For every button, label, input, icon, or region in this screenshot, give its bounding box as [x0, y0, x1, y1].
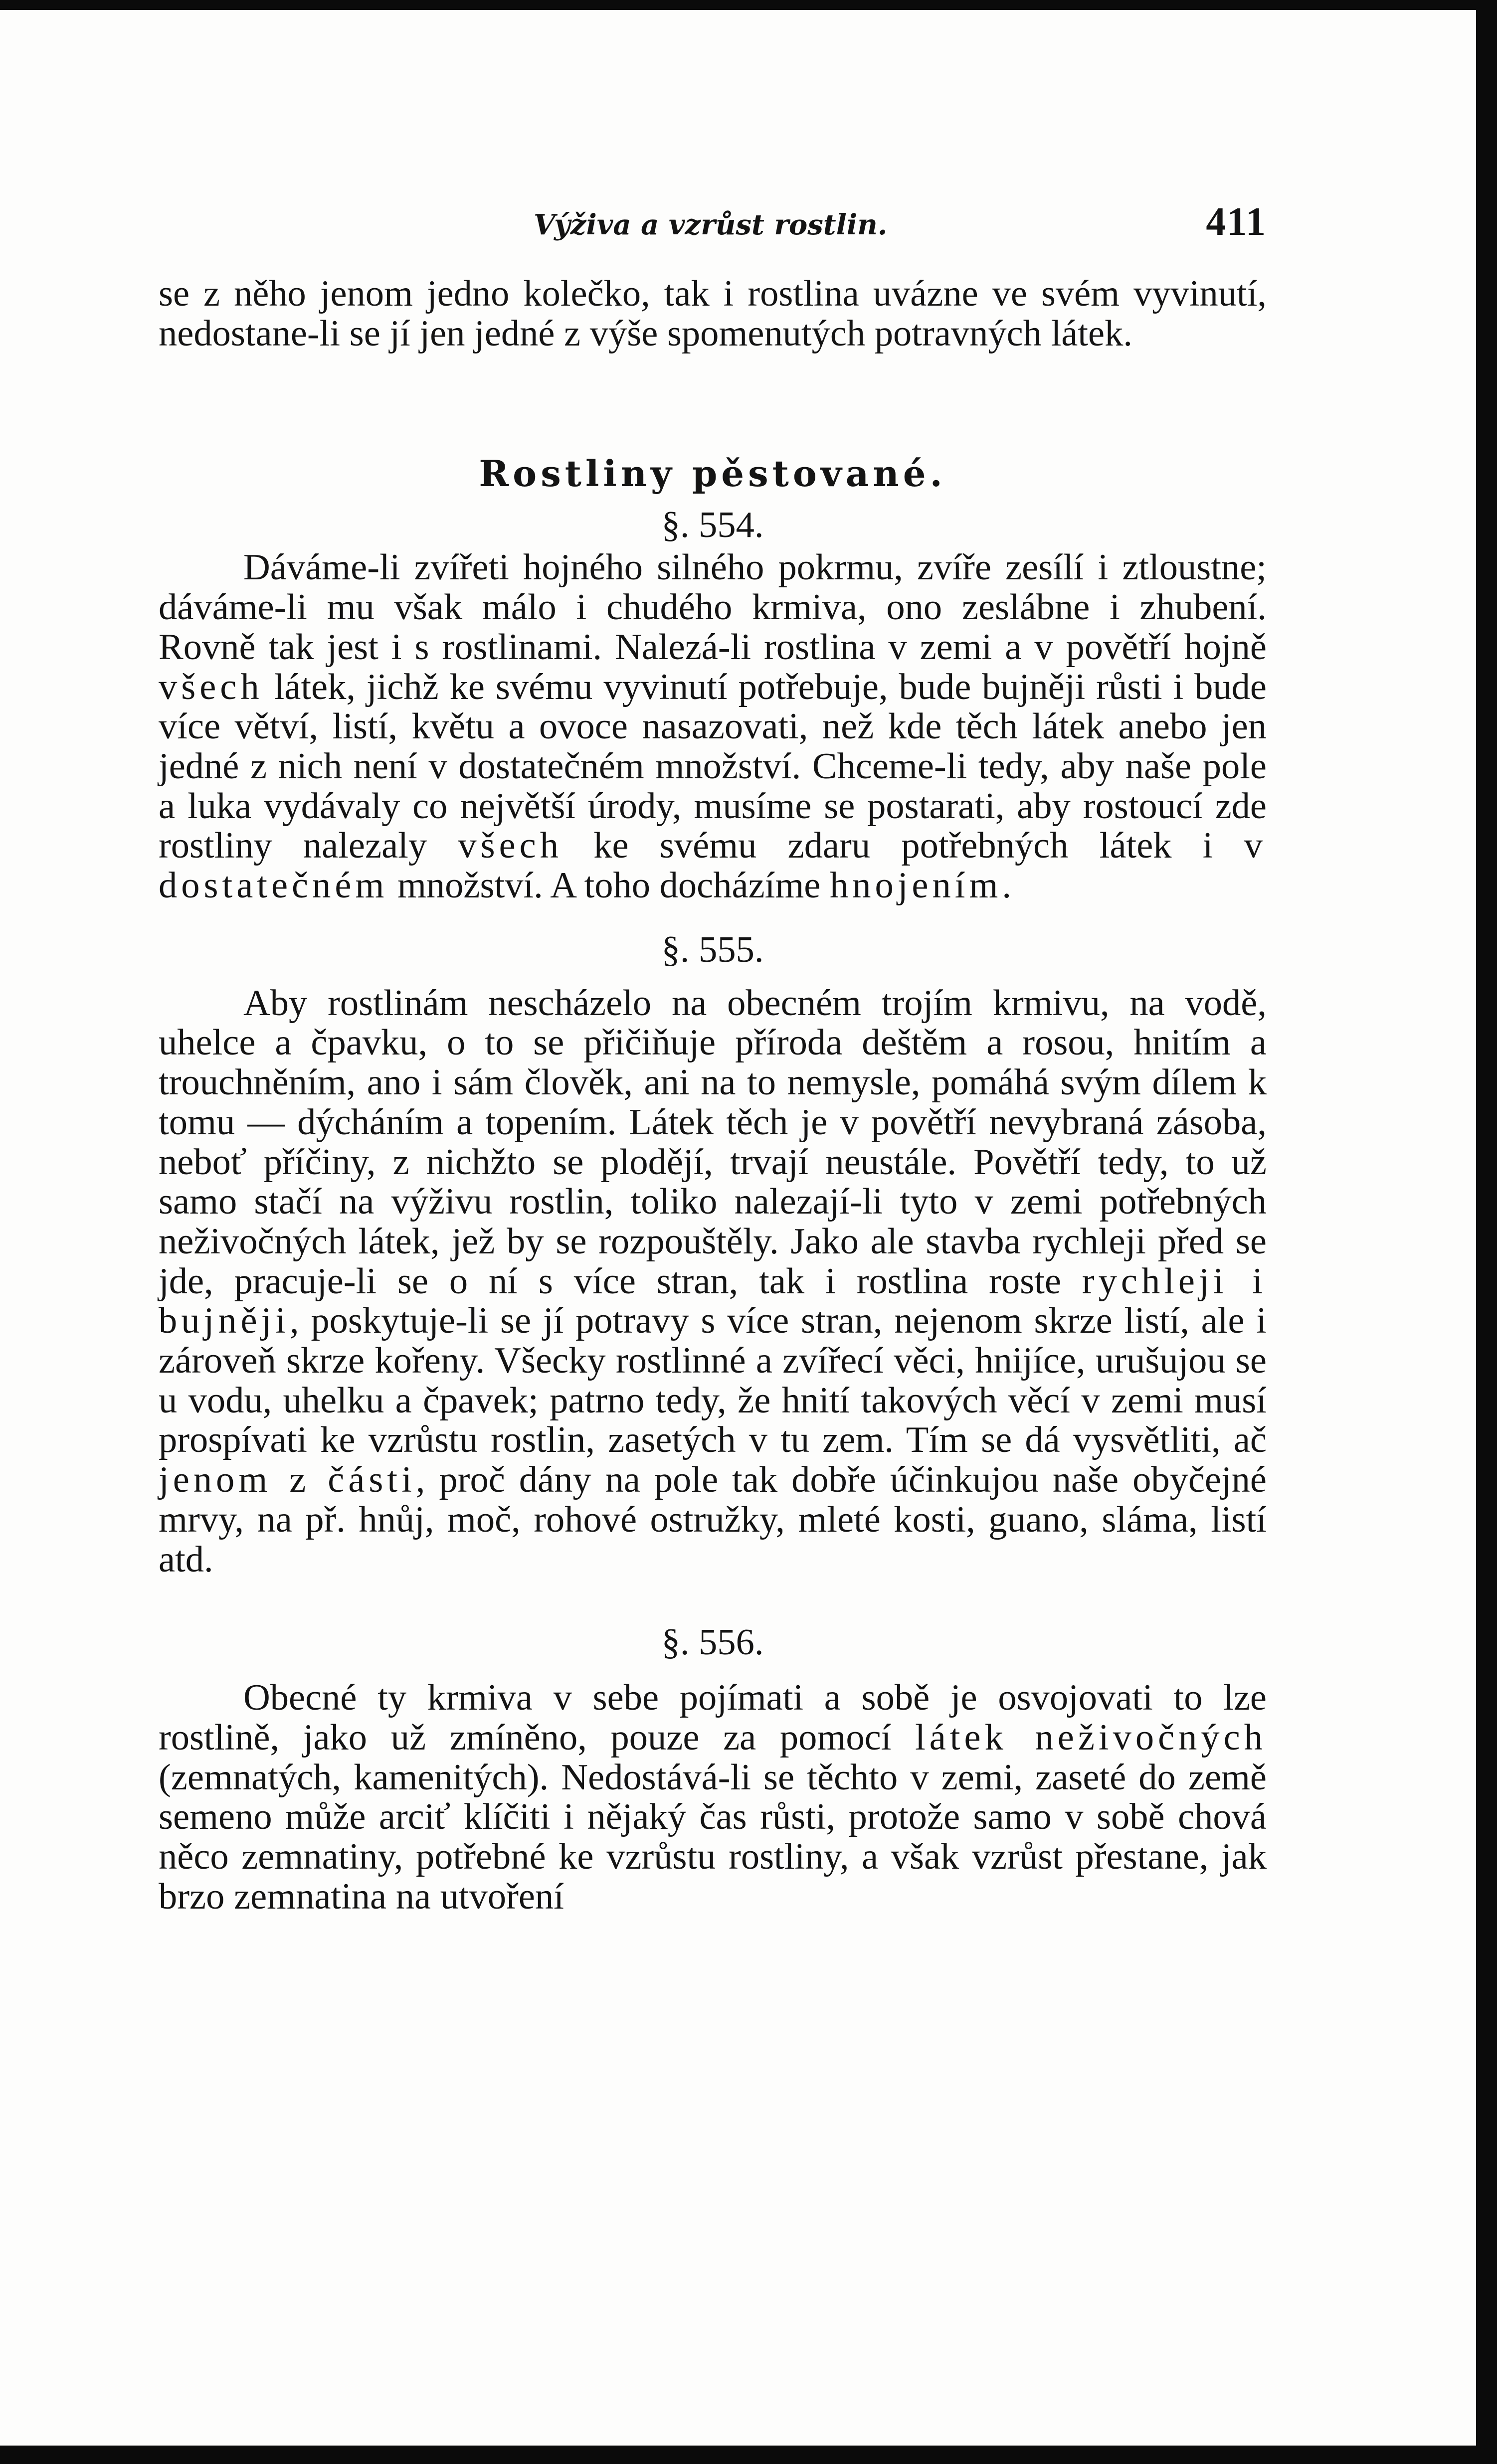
spaced-emphasis: látek neživočných: [915, 1717, 1267, 1758]
running-title: Výživa a vzrůst rostlin.: [534, 208, 888, 241]
section-label-554: §. 554.: [661, 505, 764, 546]
paragraph-continued: se z něho jenom jedno kolečko, tak i rostlina uvázne ve svém vyvinutí, nedostane-li se jí jen jedné z výše spomenutých potravných látek.: [159, 273, 1267, 354]
running-head: [165, 199, 1267, 254]
scan-border-top: [0, 0, 1497, 10]
section-label-556: §. 556.: [661, 1622, 764, 1663]
scan-border-right: [1476, 0, 1497, 2464]
section-label-555: §. 555.: [661, 929, 764, 970]
spaced-emphasis: jenom z části: [159, 1459, 416, 1501]
paragraph-554: Dáváme-li zvířeti hojného silného pokrmu, zvíře zesílí i ztloustne; dáváme-li mu však málo i chudého krmiva, ono zeslábne i zhubení. Rovně tak jest i s rostlinami. Nalezá-li rostlina v zemi a v povětří hojně všech látek, jichž ke svému vyvinutí potřebuje, bude bujněji růsti i bude více větví, listí, květu a ovoce nasazovati, než kde těch látek anebo jen jedné z nich není v dostatečném množství. Chceme-li tedy, aby naše pole a luka vydávaly co největší úrody, musíme se postarati, aby rostoucí zde rostliny nalezaly všech ke svému zdaru potřebných látek i v dostatečném množství. A toho docházíme hnojením.: [159, 547, 1267, 906]
paragraph-556: Obecné ty krmiva v sebe pojímati a sobě je osvojovati to lze rostlině, jako už zmíněno, pouze za pomocí látek neživočných (zemnatých, kamenitých). Nedostává-li se těchto v zemi, zaseté do země semeno může arciť klíčiti i nějaký čas růsti, protože samo v sobě chová něco zemnatiny, potřebné ke vzrůstu rostliny, a však vzrůst přestane, jak brzo zemnatina na utvoření: [159, 1677, 1267, 1917]
spaced-emphasis: všech: [159, 666, 263, 707]
spaced-emphasis: v dostatečném: [159, 825, 1267, 906]
scan-border-bottom: [0, 2446, 1497, 2464]
paragraph-555: Aby rostlinám nescházelo na obecném trojím krmivu, na vodě, uhelce a čpavku, o to se přičiňuje příroda deštěm a rosou, hnitím a trouchněním, ano i sám člověk, ani na to nemysle, pomáhá svým dílem k tomu — dýcháním a topením. Látek těch je v povětří nevybraná zásoba, neboť příčiny, z nichžto se plodějí, trvají neustále. Povětří tedy, to už samo stačí na výživu rostlin, toliko nalezají-li tyto v zemi potřebných neživočných látek, jež by se rozpouštěly. Jako ale stavba rychleji před se jde, pracuje-li se o ní s více stran, tak i rostlina roste rychleji i bujněji, poskytuje-li se jí potravy s více stran, nejenom skrze listí, ale i zároveň skrze kořeny. Všecky rostlinné a zvířecí věci, hnijíce, urušujou se u vodu, uhelku a čpavek; patrno tedy, že hnití takových věcí v zemi musí prospívati ke vzrůstu rostlin, zasetých v tu zem. Tím se dá vysvětliti, ač jenom z části, proč dány na pole tak dobře účinkujou naše obyčejné mrvy, na př. hnůj, moč, rohové ostružky, mleté kosti, guano, sláma, listí atd.: [159, 982, 1267, 1580]
spaced-emphasis: všech: [458, 825, 562, 867]
page-text: [159, 274, 1267, 1917]
spaced-emphasis: hnojením: [829, 865, 1002, 906]
spaced-emphasis: rychleji i bujněji: [159, 1260, 1267, 1342]
page-number: 411: [1206, 200, 1267, 244]
chapter-heading: Rostliny pěstované.: [479, 452, 946, 495]
